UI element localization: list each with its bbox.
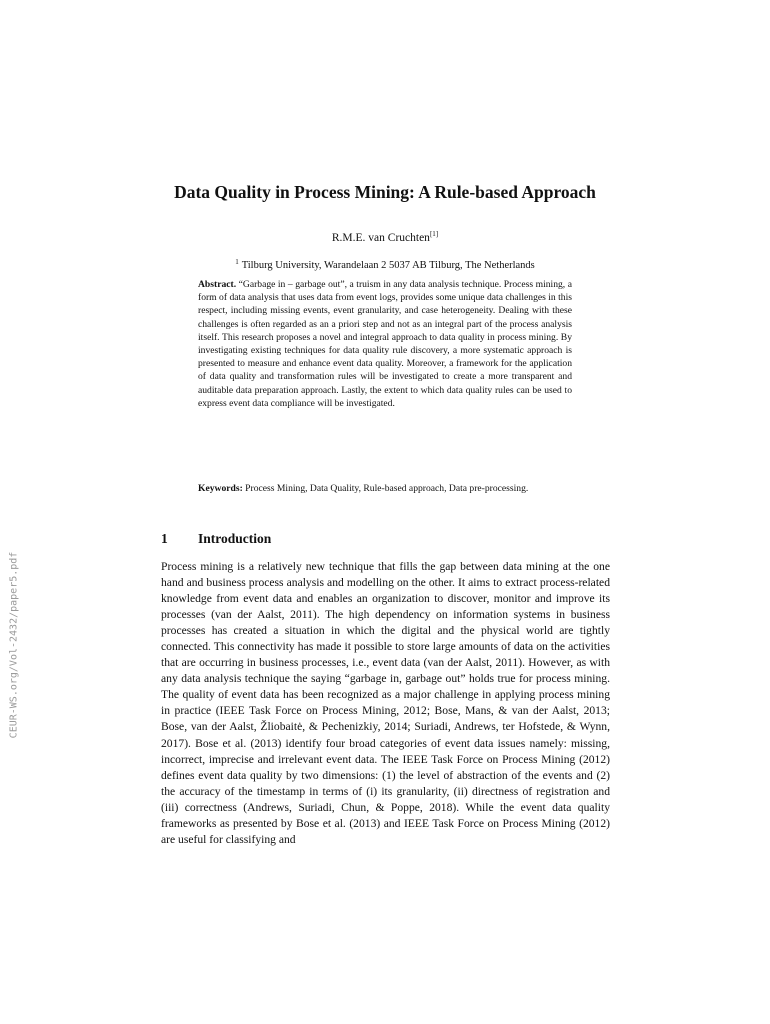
keywords-label: Keywords:: [198, 483, 243, 494]
side-watermark: [4, 545, 24, 745]
author-line: [0, 230, 770, 244]
author-name: R.M.E. van Cruchten: [331, 232, 430, 244]
section-heading: [161, 531, 271, 547]
section-number: 1: [161, 531, 168, 546]
keywords-text: Process Mining, Data Quality, Rule-based approach, Data pre-processing.: [242, 483, 529, 494]
author-footnote-marker: [1]: [429, 230, 439, 238]
affiliation-text: Tilburg University, Warandelaan 2 5037 AB Tilburg, The Netherlands: [241, 260, 535, 271]
abstract-text: “Garbage in – garbage out”, a truism in any data analysis technique. Process mining, a form of data analysis that uses data from event logs, provides some unique data challenges in this respect, including missing events, event granularity, and case heterogeneity. Dealing with these challenges is often regarded as an a priori step and not as an integral part of the process analysis itself. This research proposes a novel and integral approach to data quality in process mining. By investigating existing techniques for data quality rule discovery, a more systematic approach is presented to measure and enhance event data quality. Moreover, a framework for the application of data quality and transformation rules will be investigated to create a more transparent and auditable data preparation approach. Lastly, the extent to which data quality rules can be used to express event data compliance will be investigated.: [198, 279, 572, 409]
affiliation-marker: 1: [235, 258, 239, 266]
keywords: [198, 482, 572, 495]
paper-title: Data Quality in Process Mining: A Rule-based Approach: [174, 182, 596, 202]
section-title: Introduction: [198, 531, 272, 546]
abstract: [198, 278, 572, 410]
side-watermark-text: CEUR-WS.org/Vol-2432/paper5.pdf: [8, 551, 20, 739]
abstract-label: Abstract.: [198, 279, 237, 290]
introduction-paragraph: Process mining is a relatively new technique that fills the gap between data mining at the one hand and business process analysis and modelling on the other. It aims to extract process-related knowledge from event data and enables an organization to discover, monitor and improve its processes (van der Aalst, 2011). The high dependency on information systems in business processes has created a situation in which the digital and the physical world are tightly connected. This connectivity has made it possible to store large amounts of data on the activities that are occurring in business processes, i.e., event data (van der Aalst, 2011). However, as with any data analysis technique the saying “garbage in, garbage out” holds true for process mining. The quality of event data has been recognized as a major challenge in applying process mining in practice (IEEE Task Force on Process Mining, 2012; Bose, Mans, & van der Aalst, 2013; Bose, van der Aalst, Žliobaitė, & Pechenizkiy, 2014; Suriadi, Andrews, ter Hofstede, & Wynn, 2017). Bose et al. (2013) identify four broad categories of event data issues namely: missing, incorrect, imprecise and irrelevant event data. The IEEE Task Force on Process Mining (2012) defines event data quality by two dimensions: (1) the level of abstraction of the events and (2) the accuracy of the timestamp in terms of (i) its granularity, (ii) directness of registration and (iii) correctness (Andrews, Suriadi, Chun, & Poppe, 2018). While the event data quality frameworks as presented by Bose et al. (2013) and IEEE Task Force on Process Mining (2012) are useful for classifying and: [161, 560, 610, 846]
affiliation-line: [0, 258, 770, 271]
